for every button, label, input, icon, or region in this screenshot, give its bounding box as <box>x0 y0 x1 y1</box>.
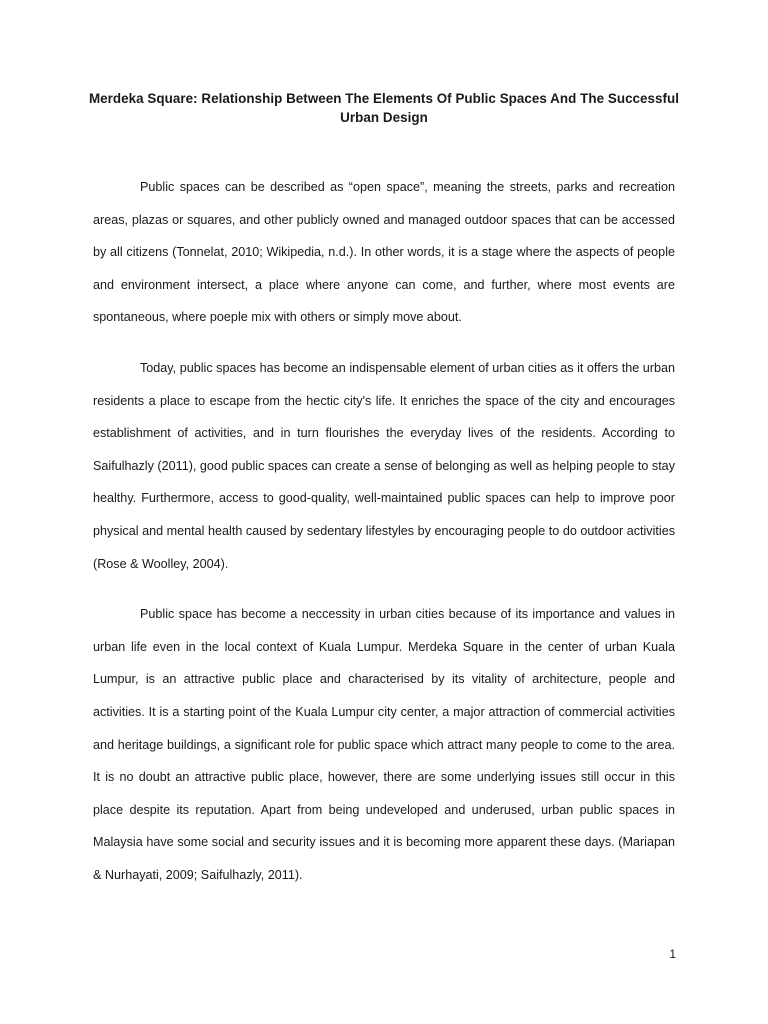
document-title: Merdeka Square: Relationship Between The Elements Of Public Spaces And The Successful Urban Design <box>88 91 680 125</box>
paragraph-3: Public space has become a neccessity in urban cities because of its importance and values in urban life even in the local context of Kuala Lumpur. Merdeka Square in the center of urban Kuala Lumpur, is an attractive public place and characterised by its vitality of architecture, people and activities. It is a starting point of the Kuala Lumpur city center, a major attraction of commercial activities and heritage buildings, a significant role for public space which attract many people to come to the area. It is no doubt an attractive public place, however, there are some underlying issues still occur in this place despite its reputation. Apart from being undeveloped and underused, urban public spaces in Malaysia have some social and security issues and it is becoming more apparent these days. (Mariapan & Nurhayati, 2009; Saifulhazly, 2011). <box>93 607 675 882</box>
paragraph-2: Today, public spaces has become an indispensable element of urban cities as it offers the urban residents a place to escape from the hectic city's life. It enriches the space of the city and encourages establishment of activities, and in turn flourishes the everyday lives of the residents. According to Saifulhazly (2011), good public spaces can create a sense of belonging as well as helping people to stay healthy. Furthermore, access to good-quality, well-maintained public spaces can help to improve poor physical and mental health caused by sedentary lifestyles by encouraging people to do outdoor activities (Rose & Woolley, 2004). <box>93 360 675 571</box>
document-body <box>93 171 675 909</box>
page-number: 1 <box>669 947 676 961</box>
paragraph-1: Public spaces can be described as “open space”, meaning the streets, parks and recreation areas, plazas or squares, and other publicly owned and managed outdoor spaces that can be accessed by all citizens (Tonnelat, 2010; Wikipedia, n.d.). In other words, it is a stage where the aspects of people and environment intersect, a place where anyone can come, and further, where most events are spontaneous, where poeple mix with others or simply move about. <box>93 180 675 325</box>
